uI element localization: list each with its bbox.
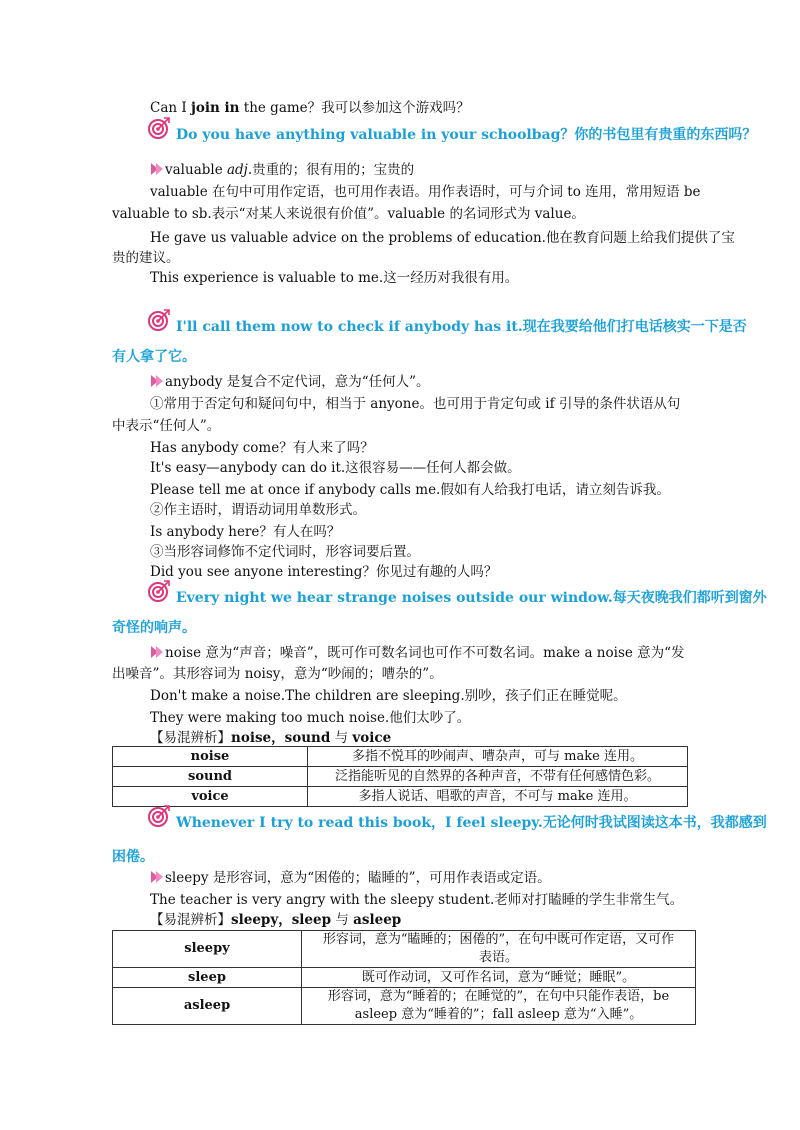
heading-sleepy-cont: 困倦。 [112, 849, 154, 865]
example-valuable-1: He gave us valuable advice on the problems of education.他在教育问题上给我们提供了宝 [150, 230, 735, 246]
table-key: sleepy [113, 931, 302, 968]
heading-sleepy: Whenever I try to read this book，I feel sleepy.无论何时我试图读这本书，我都感到 [176, 815, 767, 831]
example-valuable-2: This experience is valuable to me.这一经历对我很有用。 [150, 270, 519, 286]
table-row [113, 988, 696, 1025]
note-anybody-usage-3: ③当形容词修饰不定代词时，形容词要后置。 [150, 544, 420, 560]
arrow-marker-icon [150, 645, 164, 659]
heading-noises-cont: 奇怪的响声。 [112, 620, 196, 636]
table-row [113, 968, 696, 988]
table-row [113, 747, 688, 767]
heading-noises: Every night we hear strange noises outside our window.每天夜晚我们都听到窗外 [176, 590, 767, 606]
example-anybody-2: It's easy—anybody can do it.这很容易——任何人都会做。 [150, 460, 521, 476]
note-noise-definition-cont: 出噪音”。其形容词为 noisy，意为“吵闹的；嘈杂的”。 [112, 666, 443, 682]
note-anybody-usage-2: ②作主语时，谓语动词用单数形式。 [150, 502, 366, 518]
table-key: noise [113, 747, 308, 767]
table-value: 形容词，意为“睡着的；在睡觉的”，在句中只能作表语，be asleep 意为“睡着的”；fall asleep 意为“入睡”。 [302, 988, 696, 1025]
table-key: asleep [113, 988, 302, 1025]
table-row [113, 931, 696, 968]
note-anybody-usage-1-cont: 中表示“任何人”。 [112, 418, 221, 434]
table1-caption: 【易混辨析】noise，sound 与 voice [150, 730, 392, 746]
table-row [113, 787, 688, 807]
table-key: sound [113, 767, 308, 787]
arrow-marker-icon [150, 162, 164, 176]
table-value: 形容词，意为“瞌睡的；困倦的”，在句中既可作定语，又可作 表语。 [302, 931, 696, 968]
target-icon [148, 117, 170, 139]
table-key: voice [113, 787, 308, 807]
target-icon [148, 309, 170, 331]
note-valuable-usage-cont: valuable to sb.表示“对某人来说很有价值”。valuable 的名词形式为 value。 [112, 206, 585, 222]
table-value: 多指人说话、唱歌的声音，不可与 make 连用。 [308, 787, 688, 807]
table-value: 既可作动词，又可作名词，意为“睡觉；睡眠”。 [302, 968, 696, 988]
example-valuable-1-cont: 贵的建议。 [112, 250, 180, 266]
example-join-in: Can I join in the game？我可以参加这个游戏吗？ [150, 100, 470, 116]
note-noise-definition: noise 意为“声音；噪音”，既可作可数名词也可作不可数名词。make a noise 意为“发 [150, 643, 685, 663]
note-valuable-definition: valuable adj.贵重的；很有用的；宝贵的 [150, 160, 414, 180]
example-sleepy: The teacher is very angry with the sleepy student.老师对打瞌睡的学生非常生气。 [150, 892, 684, 908]
note-valuable-usage: valuable 在句中可用作定语，也可用作表语。用作表语时，可与介词 to 连用，常用短语 be [150, 184, 701, 200]
note-anybody-usage-1: ①常用于否定句和疑问句中，相当于 anyone。也可用于肯定句或 if 引导的条件状语从句 [150, 396, 681, 412]
table2-caption: 【易混辨析】sleepy，sleep 与 asleep [150, 912, 402, 928]
heading-anybody-cont: 有人拿了它。 [112, 349, 196, 365]
example-anybody-5: Did you see anyone interesting？你见过有趣的人吗？ [150, 564, 498, 580]
heading-anybody: I'll call them now to check if anybody has it.现在我要给他们打电话核实一下是否 [176, 319, 747, 335]
example-noise-2: They were making too much noise.他们太吵了。 [150, 710, 471, 726]
target-icon [148, 580, 170, 602]
note-anybody-definition: anybody 是复合不定代词，意为“任何人”。 [150, 372, 430, 392]
arrow-marker-icon [150, 870, 164, 884]
example-anybody-3: Please tell me at once if anybody calls me.假如有人给我打电话，请立刻告诉我。 [150, 482, 670, 498]
target-icon [148, 805, 170, 827]
note-sleepy-definition: sleepy 是形容词，意为“困倦的；瞌睡的”，可用作表语或定语。 [150, 868, 551, 888]
example-noise-1: Don't make a noise.The children are sleeping.别吵，孩子们正在睡觉呢。 [150, 688, 627, 704]
table-value: 多指不悦耳的吵闹声、嘈杂声，可与 make 连用。 [308, 747, 688, 767]
example-anybody-4: Is anybody here？有人在吗？ [150, 524, 341, 540]
heading-valuable: Do you have anything valuable in your schoolbag？你的书包里有贵重的东西吗？ [176, 127, 757, 143]
example-anybody-1: Has anybody come？有人来了吗？ [150, 440, 374, 456]
noise-sound-voice-table [112, 746, 688, 807]
sleepy-sleep-asleep-table [112, 930, 696, 1025]
table-value: 泛指能听见的自然界的各种声音，不带有任何感情色彩。 [308, 767, 688, 787]
arrow-marker-icon [150, 374, 164, 388]
table-row [113, 767, 688, 787]
table-key: sleep [113, 968, 302, 988]
